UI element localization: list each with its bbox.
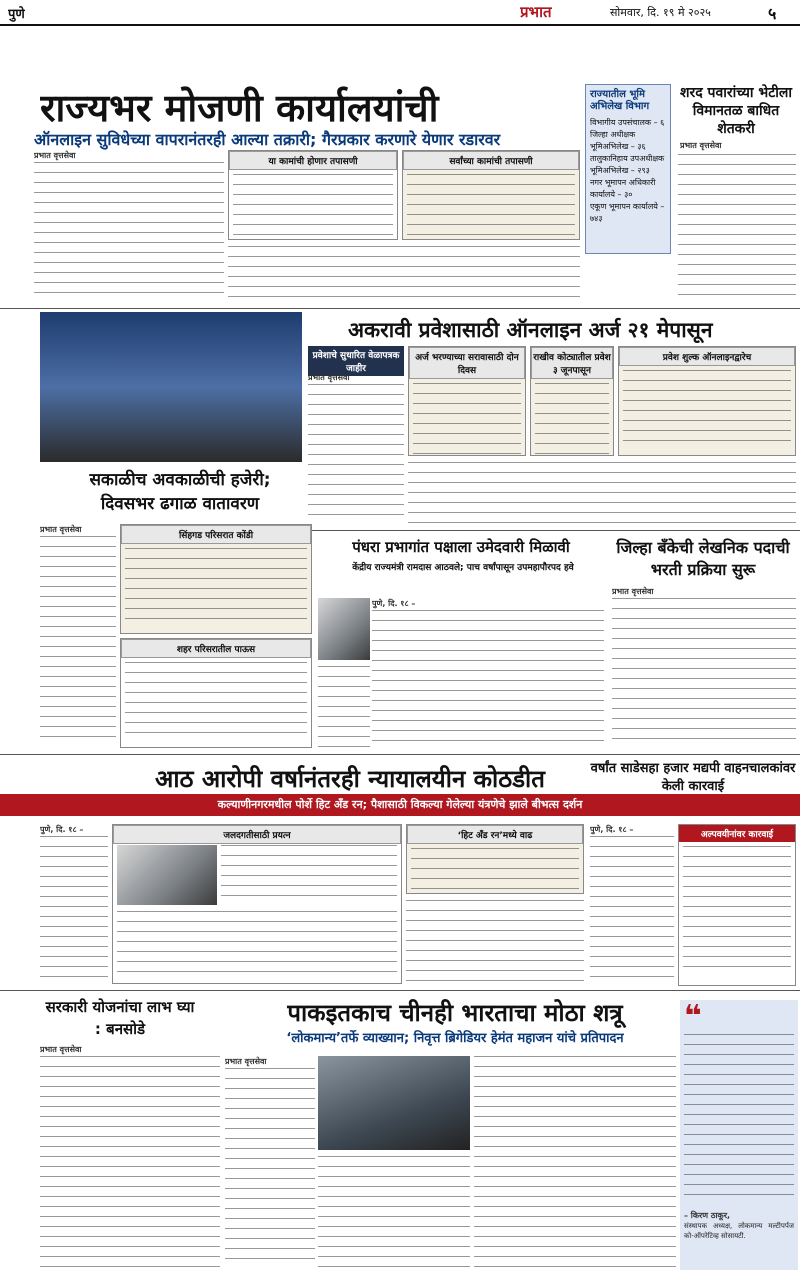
china-text-2 bbox=[318, 1156, 470, 1268]
info-item: जिल्हा अधीक्षक भूमिअभिलेख – ३६ bbox=[590, 130, 646, 151]
practice-text bbox=[413, 383, 521, 456]
minors-title: अल्पवयीनांवर कारवाई bbox=[679, 825, 795, 842]
bank-headline: जिल्हा बँकेची लेखनिक पदाची भरती प्रक्रिया सुरू bbox=[616, 538, 790, 579]
admission-text-2 bbox=[408, 462, 796, 526]
fee-text bbox=[623, 370, 791, 450]
city-rain-text bbox=[125, 662, 307, 742]
side-byline: प्रभात वृत्तसेवा bbox=[680, 141, 722, 150]
drunk-byline: पुणे, दि. १८ – bbox=[590, 825, 634, 834]
court-headline: आठ आरोपी वर्षानंतरही न्यायालयीन कोठडीत bbox=[155, 765, 545, 793]
checks-box-title: या कामांची होणार तपासणी bbox=[229, 151, 397, 170]
admission-byline: प्रभात वृत्तसेवा bbox=[308, 373, 350, 382]
minister-subhead: केंद्रीय राज्यमंत्री रामदास आठवले; पाच वर्षांपासून उपमहापौरपद हवे bbox=[352, 563, 574, 573]
admission-box-reserved bbox=[530, 346, 614, 456]
bank-text bbox=[612, 598, 796, 748]
header-rule bbox=[0, 24, 800, 26]
practice-title: अर्ज भरण्याच्या सरावासाठी दोन दिवस bbox=[409, 347, 525, 379]
section-rule bbox=[0, 754, 800, 755]
admission-headline: अकरावी प्रवेशासाठी ऑनलाइन अर्ज २१ मेपासून bbox=[348, 318, 713, 342]
lead-subhead: ऑनलाइन सुविधेच्या वापरानंतरही आल्या तक्रारी; गैरप्रकार करणारे येणार रडारवर bbox=[34, 130, 501, 149]
admission-box-practice bbox=[408, 346, 526, 456]
all-checks-box bbox=[402, 150, 580, 240]
checks-box bbox=[228, 150, 398, 240]
fasttrack-text bbox=[221, 845, 397, 905]
porsche-photo bbox=[117, 845, 217, 905]
info-item: नगर भूमापन अधिकारी कार्यालये – ३० bbox=[590, 178, 656, 199]
minister-photo bbox=[318, 598, 370, 660]
lead-body-text-2 bbox=[228, 246, 580, 302]
header-date: सोमवार, दि. १९ मे २०२५ bbox=[610, 6, 711, 19]
section-rule bbox=[0, 308, 800, 309]
info-item: एकूण भूमापन कार्यालये – ७४३ bbox=[590, 202, 665, 223]
court-band: कल्याणीनगरमधील पोर्शे हिट अँड रन; पैशासाठी विकल्या गेलेल्या यंत्रणेचे झाले बीभत्स दर्शन bbox=[0, 794, 800, 816]
china-byline: प्रभात वृत्तसेवा bbox=[225, 1057, 267, 1066]
weather-byline: प्रभात वृत्तसेवा bbox=[40, 525, 82, 534]
quote-author: – किरण ठाकूर, bbox=[684, 1211, 731, 1220]
hitrun-text bbox=[411, 848, 579, 892]
admission-text-1 bbox=[308, 384, 404, 524]
fasttrack-box bbox=[112, 824, 402, 984]
drunk-text bbox=[590, 836, 674, 986]
masthead-logo: प्रभात bbox=[520, 3, 552, 21]
fasttrack-title: जलदगतीसाठी प्रयत्न bbox=[113, 825, 401, 844]
sinhagad-text bbox=[125, 548, 307, 628]
court-text-1 bbox=[40, 836, 108, 986]
rain-photo bbox=[40, 312, 302, 462]
minister-text bbox=[372, 610, 604, 750]
quote-box bbox=[680, 1000, 798, 1270]
lead-headline: राज्यभर मोजणी कार्यालयांची bbox=[40, 86, 439, 130]
admission-box-schedule: प्रवेशाचे सुधारित वेळापत्रक जाहीर bbox=[308, 346, 404, 376]
court-byline: पुणे, दि. १८ – bbox=[40, 825, 84, 834]
minister-byline: पुणे, दि. १८ – bbox=[372, 599, 416, 608]
info-box-land-records bbox=[585, 84, 671, 254]
reserved-text bbox=[535, 383, 609, 456]
hitrun-box bbox=[406, 824, 584, 894]
sinhagad-title: सिंहगड परिसरात कोंडी bbox=[121, 525, 311, 544]
minister-headline: पंधरा प्रभागांत पक्षाला उमेदवारी मिळावी bbox=[352, 538, 570, 556]
bank-byline: प्रभात वृत्तसेवा bbox=[612, 587, 654, 596]
court-text-2 bbox=[406, 900, 584, 986]
quote-text bbox=[684, 1034, 794, 1204]
section-rule bbox=[306, 530, 800, 531]
side-body-text bbox=[678, 154, 796, 304]
drunk-headline: वर्षांत साडेसहा हजार मद्यपी वाहनचालकांवर केली कारवाई bbox=[590, 761, 796, 794]
side-headline: शरद पवारांच्या भेटीला विमानतळ बाधित शेतकरी bbox=[679, 85, 793, 137]
info-box-title: राज्यातील भूमि अभिलेख विभाग bbox=[590, 89, 650, 112]
minors-text bbox=[683, 846, 791, 976]
city-rain-title: शहर परिसरातील पाऊस bbox=[121, 639, 311, 658]
all-checks-title: सर्वांच्या कामांची तपासणी bbox=[403, 151, 579, 170]
quote-mark-icon: ❝ bbox=[684, 1000, 702, 1034]
info-item: विभागीय उपसंचालक – ६ bbox=[590, 118, 665, 127]
hitrun-title: ‘हिट अँड रन’मध्ये वाढ bbox=[407, 825, 583, 844]
fee-title: प्रवेश शुल्क ऑनलाइनद्वारेच bbox=[619, 347, 795, 366]
schemes-headline: सरकारी योजनांचा लाभ घ्या : बनसोडे bbox=[45, 998, 195, 1038]
lecture-photo bbox=[318, 1056, 470, 1150]
china-subhead: ‘लोकमान्य’तर्फे व्याख्यान; निवृत्त ब्रिगेडियर हेमंत महाजन यांचे प्रतिपादन bbox=[286, 1031, 624, 1046]
schemes-byline: प्रभात वृत्तसेवा bbox=[40, 1045, 82, 1054]
fasttrack-text-2 bbox=[117, 911, 397, 979]
minors-box bbox=[678, 824, 796, 986]
lead-byline: प्रभात वृत्तसेवा bbox=[34, 151, 76, 160]
all-checks-text bbox=[407, 174, 575, 240]
info-item: तालुकानिहाय उपअधीक्षक भूमिअभिलेख – २९३ bbox=[590, 154, 665, 175]
china-text-3 bbox=[474, 1056, 676, 1268]
weather-headline: सकाळीच अवकाळीची हजेरी; दिवसभर ढगाळ वातावरण bbox=[89, 470, 271, 514]
checks-box-text bbox=[233, 174, 393, 240]
sinhagad-box bbox=[120, 524, 312, 634]
china-headline: पाकइतकाच चीनही भारताचा मोठा शत्रू bbox=[287, 999, 623, 1027]
quote-role: संस्थापक अध्यक्ष, लोकमान्य मल्टीपर्पज को-ऑपरेटिव्ह सोसायटी. bbox=[684, 1222, 794, 1240]
header-city: पुणे bbox=[8, 7, 25, 22]
minister-text-2 bbox=[318, 666, 370, 750]
schemes-text bbox=[40, 1056, 220, 1268]
china-text-1 bbox=[225, 1068, 315, 1268]
reserved-title: राखीव कोट्यातील प्रवेश ३ जूनपासून bbox=[531, 347, 613, 379]
admission-box-fee bbox=[618, 346, 796, 456]
section-rule bbox=[0, 990, 800, 991]
page-number: ५ bbox=[768, 4, 777, 23]
lead-body-text bbox=[34, 162, 224, 302]
weather-text bbox=[40, 536, 116, 746]
city-rain-box bbox=[120, 638, 312, 748]
